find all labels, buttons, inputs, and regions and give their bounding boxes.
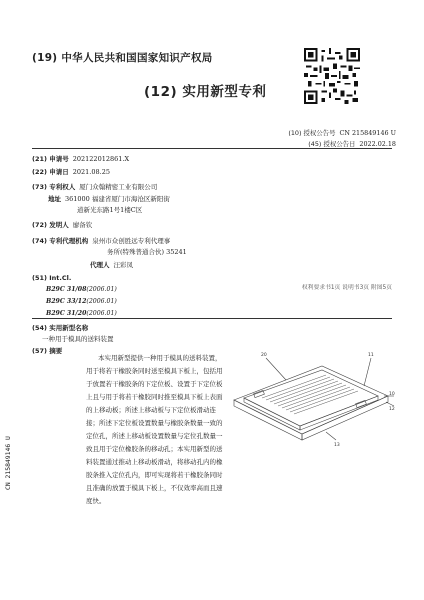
abstract-text: 本实用新型提供一种用于模具的送料装置，用于将若干橡胶条同时送至模具下板上，包括用于放置若干橡胶条的下定位板、设置于下定位板上且与用于将若干橡胶同时推至模具下板上表面的上移动板；所述上移动板与下定位板滑动连接；所述下定位板设置数量与橡胶条数量一致的定位孔，所述上移动板设置数量与定位孔数量一致且用于定位橡胶条的移动孔；本实用新型的送料装置通过推动上移动板滑动，将移动孔内的橡胶条推入定位孔内，即可实现将若干橡胶条同时且准确的放置于模具下板上，不仅效率高而且速度快。 [86, 354, 223, 505]
publication-number [288, 128, 396, 137]
header-divider [32, 148, 392, 149]
agent: 代理人 汪彩凤 [90, 261, 133, 269]
side-publication-code: CN 215849146 U [4, 436, 12, 490]
classification-1: B29C 31/08(2006.01) [46, 286, 117, 293]
qr-code-icon [304, 48, 360, 104]
publication-number-value: CN 215849146 U [339, 129, 396, 137]
application-number: (21) 申请号 202122012861.X [32, 155, 130, 163]
address-line-2: 道新光东路1号1楼C区 [77, 206, 143, 214]
drawing-label-11: 11 [368, 353, 374, 358]
patent-agency: (74) 专利代理机构 泉州市众创胜远专利代理事 [32, 237, 171, 245]
abstract-label: (57) 摘要 [32, 347, 63, 355]
patentee: (73) 专利权人 厦门众翰精密工业有限公司 [32, 183, 158, 191]
upper-plate [244, 370, 378, 426]
device-drawing [226, 340, 396, 450]
drawing-label-10: 10 [389, 392, 395, 397]
drawing-label-12: 12 [389, 407, 395, 412]
classification-2: B29C 33/12(2006.01) [46, 298, 117, 305]
slot-rows [262, 375, 358, 414]
utility-model-title-label: (54) 实用新型名称 [32, 324, 89, 332]
document-type: (12) 实用新型专利 [144, 84, 267, 100]
lower-plate [234, 366, 388, 434]
page-counts: 权利要求书1页 说明书3页 附图5页 [301, 285, 392, 291]
int-cl-label: (51) Int.Cl. [32, 274, 72, 282]
filing-date: (22) 申请日 2021.08.25 [32, 168, 110, 176]
drawing-label-20: 20 [261, 353, 267, 358]
lower-plate-front [302, 396, 388, 440]
publication-date-value: 2022.02.18 [359, 140, 396, 148]
patent-agency-line-2: 务所(特殊普通合伙) 35241 [107, 248, 187, 256]
publication-date [308, 139, 396, 148]
drawing-label-13: 13 [334, 443, 340, 448]
address: 地址 361000 福建省厦门市海沧区新阳街 [48, 195, 170, 203]
publication-date-label: (45) 授权公告日 [308, 140, 356, 148]
classification-3: B29C 31/20(2006.01) [46, 310, 117, 317]
office-name: (19) 中华人民共和国国家知识产权局 [32, 52, 213, 64]
section-divider [32, 318, 392, 319]
inventor: (72) 发明人 廖备钦 [32, 221, 93, 229]
lower-plate-side [234, 400, 302, 440]
utility-model-title: 一种用于模具的送料装置 [42, 335, 114, 343]
publication-number-label: (10) 授权公告号 [288, 129, 336, 137]
